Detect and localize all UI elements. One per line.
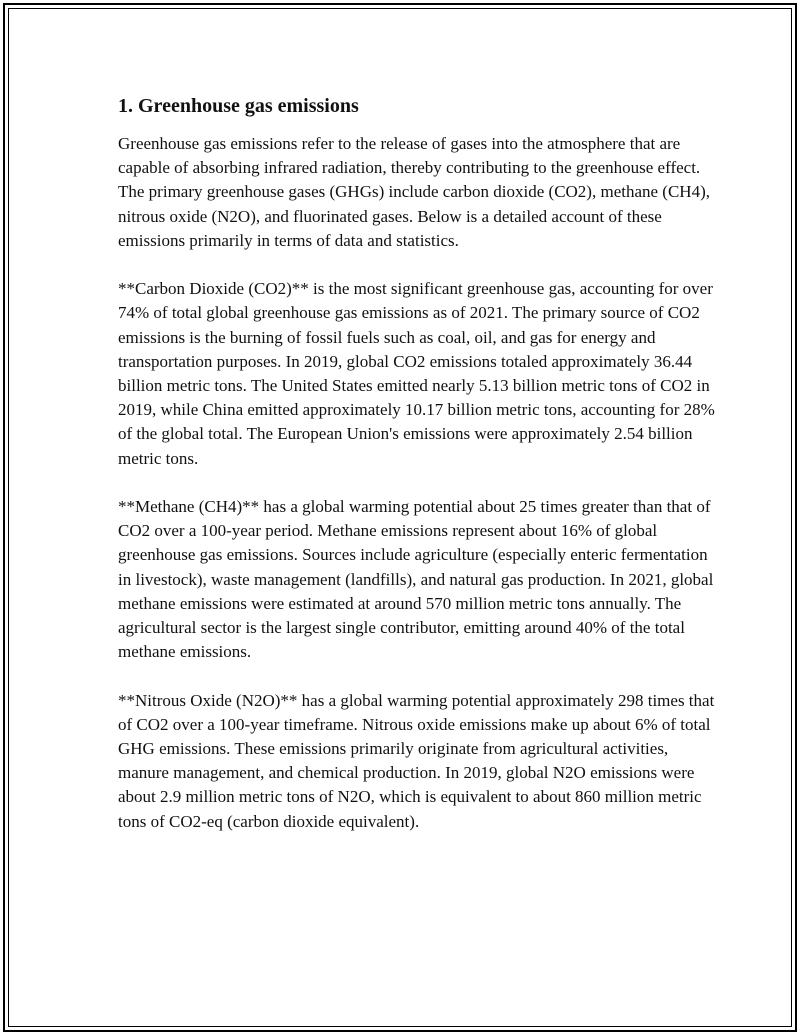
carbon-dioxide-paragraph: **Carbon Dioxide (CO2)** is the most significant greenhouse gas, accounting for over 74% of total global greenhouse gas emissions as of 2021. The primary source of CO2 emissions is the burning of fossil fuels such as coal, oil, and gas for energy and transportation purposes. In 2019, global CO2 emissions totaled approximately 36.44 billion metric tons. The United States emitted nearly 5.13 billion metric tons of CO2 in 2019, while China emitted approximately 10.17 billion metric tons, accounting for 28% of the global total. The European Union's emissions were approximately 2.54 billion metric tons. (118, 279, 715, 468)
intro-paragraph: Greenhouse gas emissions refer to the release of gases into the atmosphere that are capable of absorbing infrared radiation, thereby contributing to the greenhouse effect. The primary greenhouse gases (GHGs) include carbon dioxide (CO2), methane (CH4), nitrous oxide (N2O), and fluorinated gases. Below is a detailed account of these emissions primarily in terms of data and statistics. (118, 134, 710, 250)
document-body (118, 92, 718, 858)
methane-paragraph: **Methane (CH4)** has a global warming potential about 25 times greater than that of CO2 over a 100-year period. Methane emissions represent about 16% of global greenhouse gas emissions. Sources include agriculture (especially enteric fermentation in livestock), waste management (landfills), and natural gas production. In 2021, global methane emissions were estimated at around 570 million metric tons annually. The agricultural sector is the largest single contributor, emitting around 40% of the total methane emissions. (118, 497, 714, 662)
section-heading: 1. Greenhouse gas emissions (118, 95, 359, 117)
nitrous-oxide-paragraph: **Nitrous Oxide (N2O)** has a global warming potential approximately 298 times that of CO2 over a 100-year timeframe. Nitrous oxide emissions make up about 6% of total GHG emissions. These emissions primarily originate from agricultural activities, manure management, and chemical production. In 2019, global N2O emissions were about 2.9 million metric tons of N2O, which is equivalent to about 860 million metric tons of CO2-eq (carbon dioxide equivalent). (118, 690, 715, 831)
